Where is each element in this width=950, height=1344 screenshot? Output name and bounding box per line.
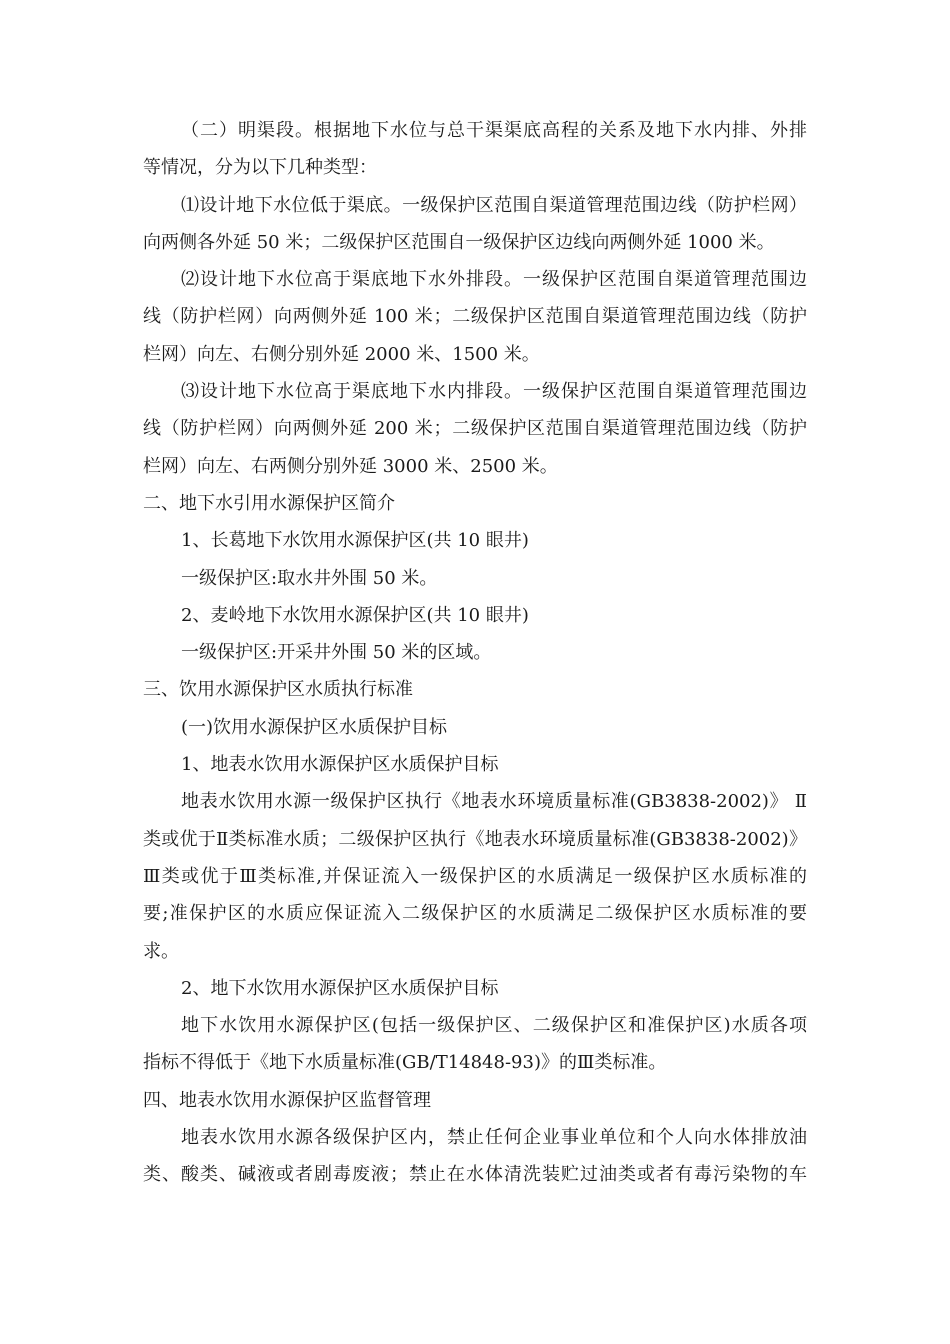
text-line: 地表水饮用水源一级保护区执行《地表水环境质量标准(GB3838-2002)》 Ⅱ bbox=[181, 791, 807, 813]
text-line: ⑵设计地下水位高于渠底地下水外排段。一级保护区范围自渠道管理范围边 bbox=[181, 269, 807, 291]
text-line: 栏网）向左、右侧分别外延 2000 米、1500 米。 bbox=[143, 343, 540, 365]
text-line: 2、地下水饮用水源保护区水质保护目标 bbox=[181, 977, 499, 999]
text-line: 指标不得低于《地下水质量标准(GB/T14848-93)》的Ⅲ类标准。 bbox=[143, 1052, 667, 1074]
text-line: 类、酸类、碱液或者剧毒废液；禁止在水体清洗装贮过油类或者有毒污染物的车 bbox=[143, 1164, 807, 1186]
text-line: 向两侧各外延 50 米；二级保护区范围自一级保护区边线向两侧外延 1000 米。 bbox=[143, 231, 775, 253]
text-line: （二）明渠段。根据地下水位与总干渠渠底高程的关系及地下水内排、外排 bbox=[181, 120, 807, 141]
document-body bbox=[143, 112, 807, 1194]
text-line: ⑴设计地下水位低于渠底。一级保护区范围自渠道管理范围边线（防护栏网） bbox=[181, 194, 807, 216]
text-line: 二、地下水引用水源保护区简介 bbox=[143, 492, 395, 514]
text-line: 栏网）向左、右两侧分别外延 3000 米、2500 米。 bbox=[143, 455, 558, 477]
text-line: 线（防护栏网）向两侧外延 200 米；二级保护区范围自渠道管理范围边线（防护 bbox=[143, 418, 807, 440]
text-line: 等情况，分为以下几种类型： bbox=[143, 157, 377, 179]
text-line: 1、地表水饮用水源保护区水质保护目标 bbox=[181, 754, 499, 776]
text-line: 要;准保护区的水质应保证流入二级保护区的水质满足二级保护区水质标准的要 bbox=[143, 903, 807, 925]
text-line: 线（防护栏网）向两侧外延 100 米；二级保护区范围自渠道管理范围边线（防护 bbox=[143, 306, 807, 328]
text-line: 四、地表水饮用水源保护区监督管理 bbox=[143, 1089, 431, 1111]
text-line: Ⅲ类或优于Ⅲ类标准,并保证流入一级保护区的水质满足一级保护区水质标准的 bbox=[143, 865, 807, 887]
text-line: (一)饮用水源保护区水质保护目标 bbox=[181, 716, 448, 738]
text-line: 类或优于Ⅱ类标准水质；二级保护区执行《地表水环境质量标准(GB3838-2002)》 bbox=[143, 828, 807, 850]
text-line: 1、长葛地下水饮用水源保护区(共 10 眼井) bbox=[181, 530, 529, 552]
text-line: 2、麦岭地下水饮用水源保护区(共 10 眼井) bbox=[181, 604, 529, 626]
text-line: 三、饮用水源保护区水质执行标准 bbox=[143, 679, 413, 701]
text-line: ⑶设计地下水位高于渠底地下水内排段。一级保护区范围自渠道管理范围边 bbox=[181, 381, 807, 403]
text-line: 一级保护区:取水井外围 50 米。 bbox=[181, 567, 438, 589]
text-line: 地表水饮用水源各级保护区内，禁止任何企业事业单位和个人向水体排放油 bbox=[181, 1127, 807, 1149]
text-line: 地下水饮用水源保护区(包括一级保护区、二级保护区和准保护区)水质各项 bbox=[181, 1015, 807, 1037]
text-line: 求。 bbox=[143, 940, 179, 962]
text-line: 一级保护区:开采井外围 50 米的区域。 bbox=[181, 642, 492, 664]
